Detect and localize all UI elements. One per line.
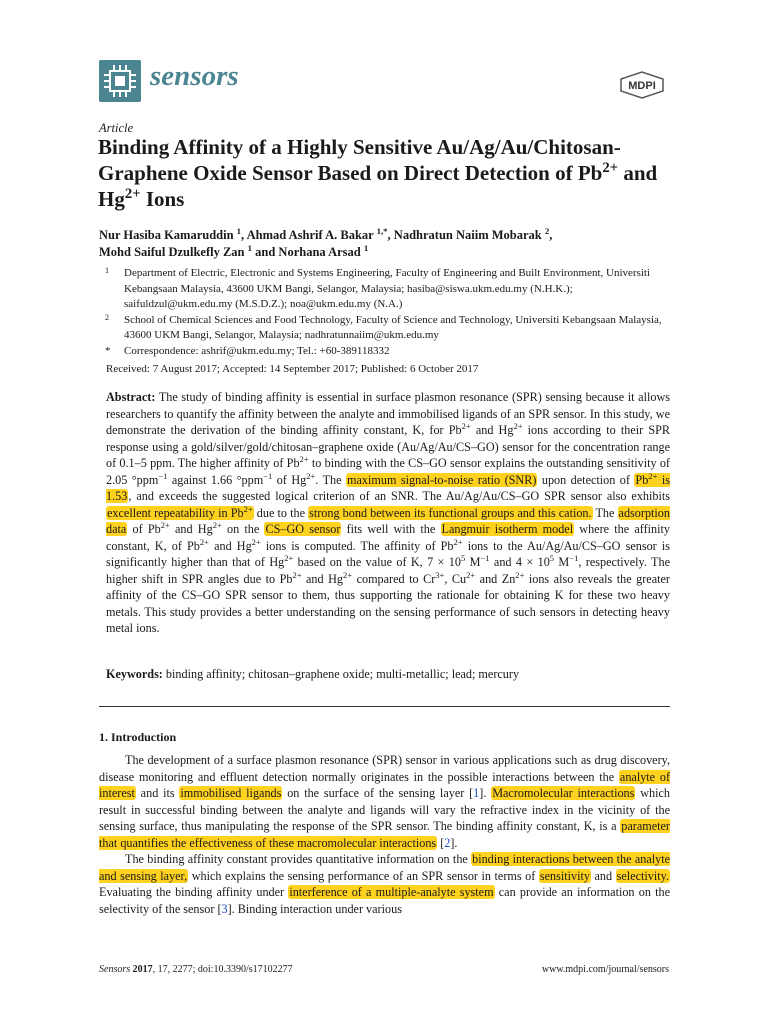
highlight-repeatability: excellent repeatability in $Pb^{2+}$ xyxy=(107,503,253,520)
highlight-pb-snr: $Pb^{2+}$ is 1.53 xyxy=(106,470,670,503)
svg-text:MDPI: MDPI xyxy=(628,80,656,92)
paper-title: Binding Affinity of a Highly Sensitive Au/Ag/Au/Chitosan-Graphene Oxide Sensor Based on Direct Detection of $Pb^{2+}$ and $Hg^{2+}$ Ions xyxy=(98,135,658,211)
affiliation-1: 1 Department of Electric, Electronic and Systems Engineering, Faculty of Engineering and Built Environment, Universiti Kebangsaan Malaysia, 43600 UKM Bangi, Selangor, Malaysia; hasiba@siswa.ukm.edu.my (N.H.K.); saifuldzul@ukm.edu.my (M.S.D.Z.); noa@ukm.edu.my (N.A.) xyxy=(105,266,651,310)
footer-citation: Sensors 2017, 17, 2277; doi:10.3390/s17102277 xyxy=(99,964,293,975)
highlight-strong-bond: strong bond between its functional groups and this cation. xyxy=(309,505,592,520)
journal-name: sensors xyxy=(150,60,239,92)
citation-3[interactable]: 3 xyxy=(221,901,228,916)
citation-1[interactable]: 1 xyxy=(473,786,480,800)
section-divider xyxy=(99,706,670,707)
section-heading-introduction: 1. Introduction xyxy=(99,730,177,744)
introduction-body xyxy=(99,752,670,917)
affiliation-2: 2 School of Chemical Sciences and Food Technology, Faculty of Science and Technology, Universiti Kebangsaan Malaysia, 43600 UKM Bangi, Selangor, Malaysia; nadhratunnaiim@ukm.edu.my xyxy=(105,312,662,341)
sensors-logo-icon xyxy=(99,60,141,102)
abstract: Abstract: The study of binding affinity is essential in surface plasmon resonance (SPR) sensing because it allows researchers to quantify the affinity between the analyte and immobilised ligands of an SPR sensor. In this study, we demonstrate the derivation of the binding affinity constant, K, for $Pb^{2+}$ and $Hg^{2+}$ ions according to their SPR response using a gold/silver/gold/chitosan–graphene oxide (Au/Ag/Au/CS–GO) sensor for the concentration range of 0.1–5 ppm. The higher affinity of $Pb^{2+}$ to binding with the CS–GO sensor explains the outstanding sensitivity of 2.05 °ppm$^{-1}$ against 1.66 °ppm$^{-1}$ of $Hg^{2+}$. The maximum signal-to-noise ratio (SNR) upon detection of $Pb^{2+}$ is 1.53, and exceeds the suggested logical criterion of an SNR. The Au/Ag/Au/CS–GO SPR sensor also exhibits excellent repeatability in $Pb^{2+}$ due to the strong bond between its functional groups and this cation. The adsorption data of $Pb^{2+}$ and $Hg^{2+}$ on the CS–GO sensor fits well with the Langmuir isotherm model where the affinity constant, K, of $Pb^{2+}$ and $Hg^{2+}$ ions is computed. The affinity of $Pb^{2+}$ ions to the Au/Ag/Au/CS–GO sensor is significantly higher than that of $Hg^{2+}$ based on the value of K, $7 \times 10^5$ $M^{-1}$ and $4 \times 10^5$ $M^{-1}$, respectively. The higher shift in SPR angles due to $Pb^{2+}$ and $Hg^{2+}$ compared to $Cr^{3+}$, $Cu^{2+}$ and $Zn^{2+}$ ions also reveals the greater affinity of the CS–GO SPR sensor to them, thus supporting the rationale for obtaining K for these two heavy metals. This study provides a better understanding on the sensing performance of such sensors in detecting heavy metal ions. xyxy=(106,390,671,635)
intro-paragraph-2: The binding affinity constant provides quantitative information on the binding interactions between the analyte and sensing layer, which explains the sensing performance of an SPR sensor in terms of sensitivity and selectivity. Evaluating the binding affinity under interference of a multiple-analyte system can provide an information on the selectivity of the sensor [3]. Binding interaction under various xyxy=(99,852,671,916)
highlight-csgo: CS–GO sensor xyxy=(265,522,341,536)
highlight-langmuir: Langmuir isotherm model xyxy=(441,522,574,536)
publication-dates: Received: 7 August 2017; Accepted: 14 September 2017; Published: 6 October 2017 xyxy=(106,363,479,375)
footer-url[interactable]: www.mdpi.com/journal/sensors xyxy=(541,964,669,975)
mdpi-logo xyxy=(615,70,669,100)
article-type: Article xyxy=(99,121,134,135)
author-list: Nur Hasiba Kamaruddin $^1$, Ahmad Ashrif A. Bakar $^{1,*}$, Nadhratun Naiim Mobarak $^2$, Mohd Saiful Dzulkefly Zan $^1$ and Norhana Arsad $^1$ xyxy=(99,225,553,259)
intro-paragraph-1: The development of a surface plasmon resonance (SPR) sensor in various applications such as drug discovery, disease monitoring and effluent detection normally originates in the possible interactions between the analyte of interest and its immobilised ligands on the surface of the sensing layer [1]. Macromolecular interactions which result in successful binding between the analyte and ligands will vary the refractive index in the vicinity of the sensing surface, thus manipulating the response of the SPR sensor. The binding affinity constant, K, is a parameter that quantifies the effectiveness of these macromolecular interactions [2]. xyxy=(99,753,671,850)
affiliations xyxy=(99,266,679,359)
keywords: Keywords: binding affinity; chitosan–graphene oxide; multi-metallic; lead; mercury xyxy=(106,667,520,681)
highlight-snr: maximum signal-to-noise ratio (SNR) xyxy=(347,472,537,487)
citation-2[interactable]: 2 xyxy=(444,835,451,850)
highlight-adsorption: adsorption data xyxy=(106,505,670,536)
correspondence: * Correspondence: ashrif@ukm.edu.my; Tel.: +60-389118332 xyxy=(105,344,390,357)
